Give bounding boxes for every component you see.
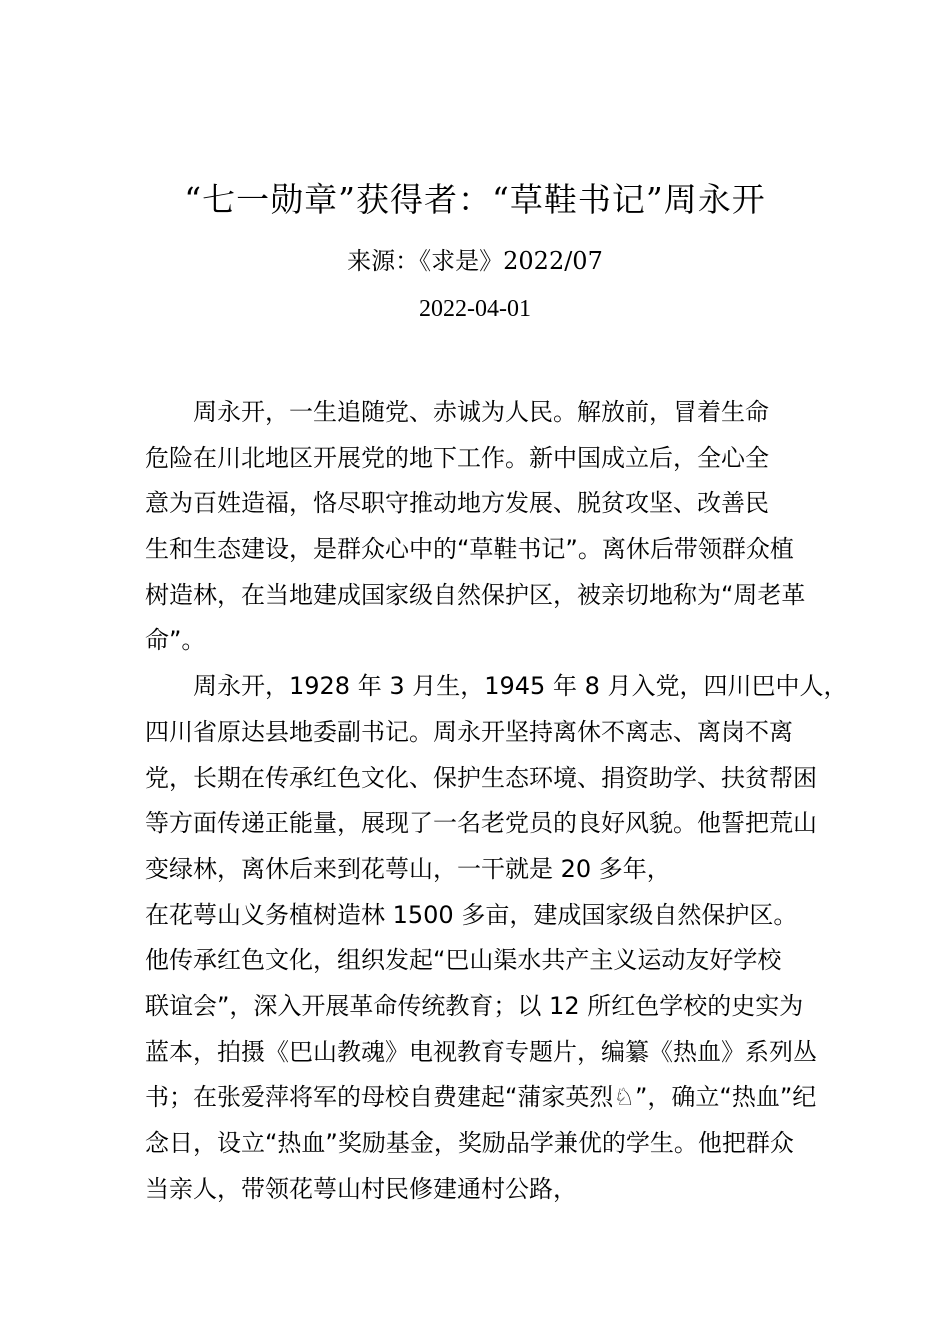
paragraph-line: 党，长期在传承红色文化、保护生态环境、捐资助学、扶贫帮困	[145, 763, 817, 792]
paragraph-line: 树造林，在当地建成国家级自然保护区，被亲切地称为“周老革	[145, 580, 806, 609]
paragraph-line: 危险在川北地区开展党的地下工作。新中国成立后，全心全	[145, 443, 769, 472]
article-body	[145, 390, 848, 1212]
paragraph-line: 在花萼山义务植树造林 1500 多亩，建成国家级自然保护区。	[145, 900, 798, 929]
paragraph-line: 周永开，1928 年 3 月生，1945 年 8 月入党，四川巴中人，	[193, 672, 848, 701]
paragraph-line: 他传承红色文化，组织发起“巴山渠水共产主义运动友好学校	[145, 946, 782, 975]
paragraph-line: 书；在张爱萍将军的母校自费建起“蒲家英烈♘”，确立“热血”纪	[145, 1083, 817, 1112]
paragraph-line: 四川省原达县地委副书记。周永开坚持离休不离志、离岗不离	[145, 717, 793, 746]
paragraph-line: 生和生态建设，是群众心中的“草鞋书记”。离休后带领群众植	[145, 535, 794, 564]
paragraph-line: 念日，设立“热血”奖励基金，奖励品学兼优的学生。他把群众	[145, 1129, 794, 1157]
paragraph-line: 蓝本，拍摄《巴山教魂》电视教育专题片，编纂《热血》系列丛	[145, 1037, 817, 1066]
paragraph-line: 联谊会”，深入开展革命传统教育；以 12 所红色学校的史实为	[145, 991, 804, 1020]
paragraph-line: 变绿林，离休后来到花萼山，一干就是 20 多年，	[145, 854, 671, 883]
document-date: 2022-04-01	[419, 296, 531, 322]
paragraph-line: 周永开，一生追随党、赤诚为人民。解放前，冒着生命	[193, 398, 769, 426]
paragraph-line: 命”。	[145, 626, 206, 655]
document-source: 来源：《求是》2022/07	[347, 247, 603, 275]
document-title: “七一勋章”获得者：“草鞋书记”周永开	[184, 180, 766, 219]
paragraph-line: 意为百姓造福，恪尽职守推动地方发展、脱贫攻坚、改善民	[145, 489, 769, 518]
paragraph-line: 当亲人，带领花萼山村民修建通村公路，	[145, 1174, 577, 1203]
paragraph-line: 等方面传递正能量，展现了一名老党员的良好风貌。他誓把荒山	[145, 809, 817, 838]
